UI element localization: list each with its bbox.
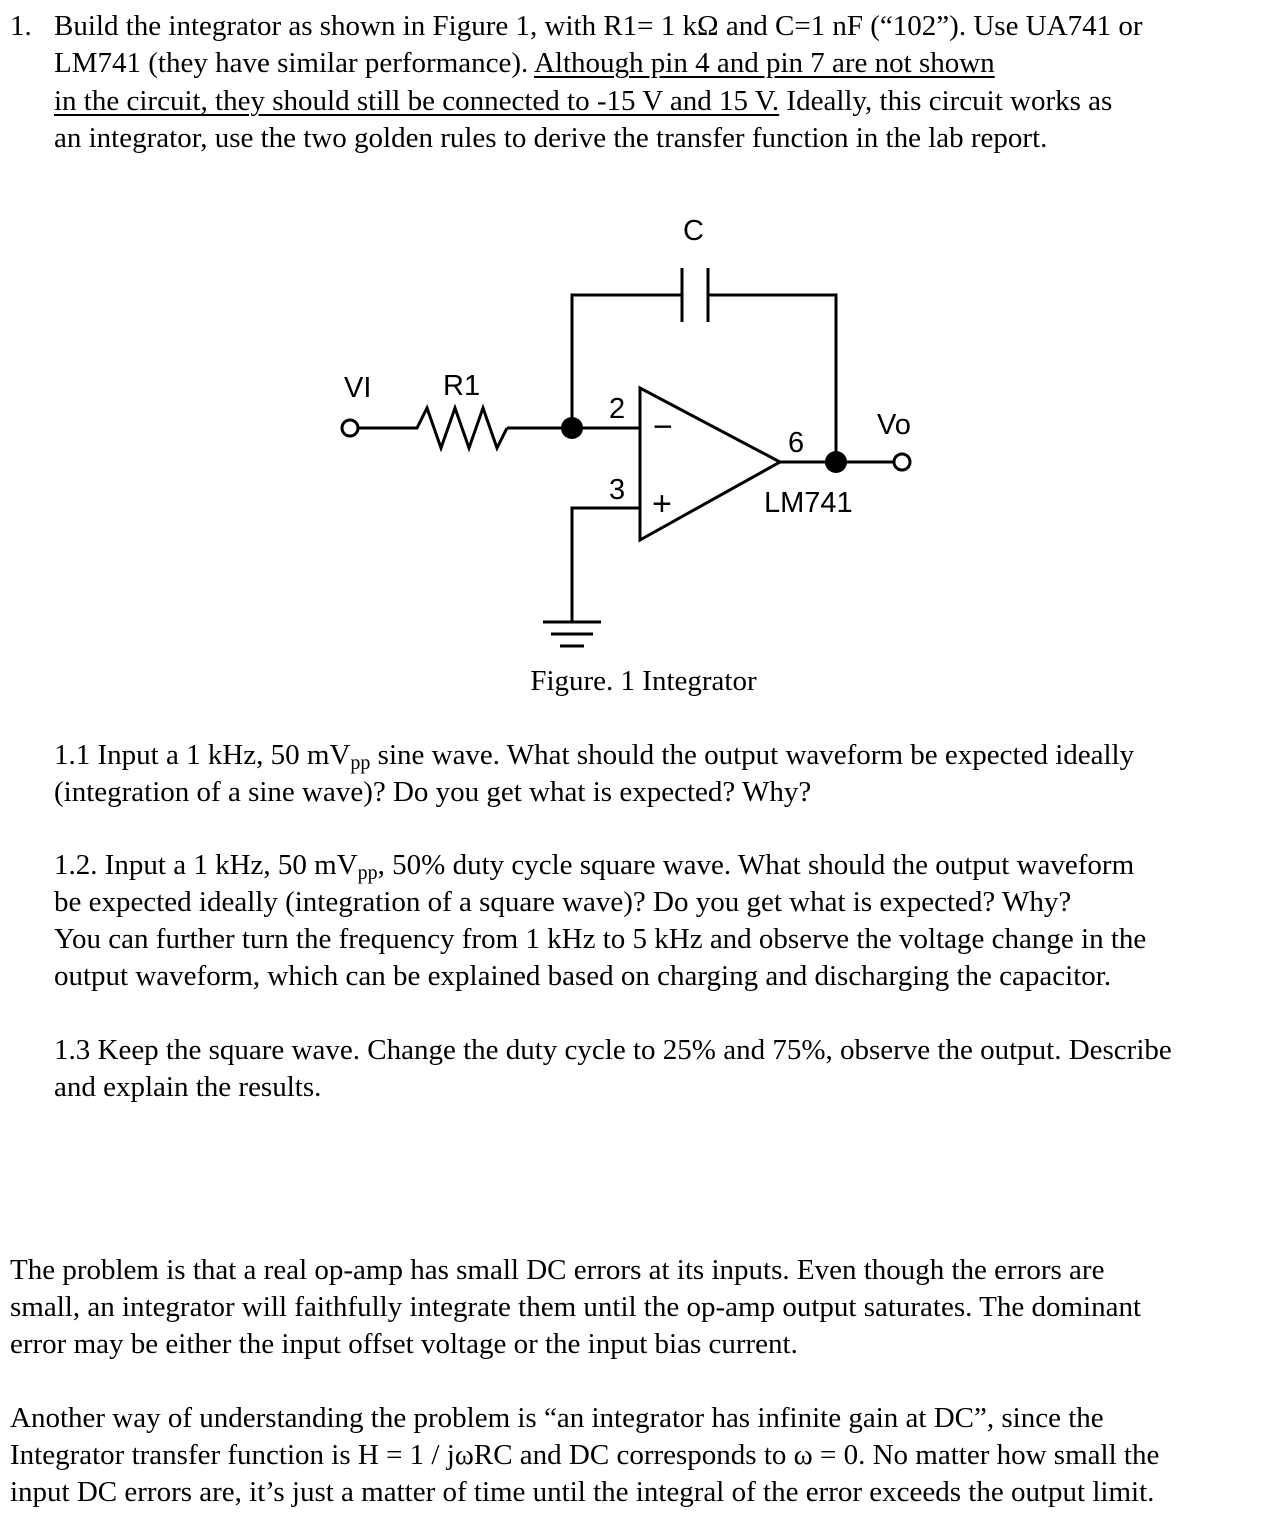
item1-line2-underlined: Although pin 4 and pin 7 are not shown: [533, 47, 995, 79]
feedback-wire-right: [708, 295, 836, 462]
item1-line4: an integrator, use the two golden rules to derive the transfer function in the lab report.: [54, 122, 1048, 154]
resistor-label: R1: [443, 370, 481, 402]
resistor-r1: [400, 408, 507, 448]
input-terminal: [342, 420, 358, 436]
q1-2-line2: be expected ideally (integration of a square wave)? Do you get what is expected? Why?: [54, 886, 1072, 918]
inverting-sign: −: [653, 408, 673, 446]
para1-line1: The problem is that a real op-amp has small DC errors at its inputs. Even though the errors are: [10, 1254, 1105, 1286]
item1-line2-plain: LM741 (they have similar performance).: [54, 47, 534, 79]
item1-line2: [10, 45, 1285, 82]
para2-line1: Another way of understanding the problem is “an integrator has infinite gain at DC”, since the: [10, 1402, 1104, 1434]
output-label: Vo: [877, 409, 911, 441]
integrator-circuit-diagram: [300, 200, 960, 660]
q1-3-line1: 1.3 Keep the square wave. Change the duty cycle to 25% and 75%, observe the output. Describe: [54, 1034, 1172, 1066]
q1-2-line1-b: , 50% duty cycle square wave. What should the output waveform: [377, 849, 1135, 881]
pin-3-label: 3: [609, 474, 626, 506]
noninverting-sign: +: [652, 485, 672, 523]
input-label: VI: [344, 372, 372, 404]
pin-2-label: 2: [609, 393, 626, 425]
q1-1-line1: [10, 737, 1285, 774]
output-terminal: [894, 454, 910, 470]
opamp-label: LM741: [764, 487, 853, 519]
q1-2-line1: [10, 847, 1285, 884]
para1-line2: small, an integrator will faithfully integrate them until the op-amp output saturates. The dominant: [10, 1291, 1141, 1323]
inverting-node-dot: [561, 417, 583, 439]
item1-line3-underlined: in the circuit, they should still be connected to -15 V and 15 V.: [54, 85, 780, 117]
q1-2-line1-a: 1.2. Input a 1 kHz, 50 mV: [54, 849, 358, 881]
q1-1-subscript: pp: [350, 752, 371, 774]
para2-line3: input DC errors are, it’s just a matter of time until the integral of the error exceeds the output limit.: [10, 1476, 1155, 1508]
item1-line1: Build the integrator as shown in Figure 1, with R1= 1 kΩ and C=1 nF (“102”). Use UA741 or: [54, 10, 1143, 42]
para1-line3: error may be either the input offset voltage or the input bias current.: [10, 1328, 798, 1360]
q1-1-line1-b: sine wave. What should the output waveform be expected ideally: [370, 739, 1135, 771]
q1-2-line3: You can further turn the frequency from 1 kHz to 5 kHz and observe the voltage change in the: [54, 923, 1147, 955]
item1-line3-plain: Ideally, this circuit works as: [779, 85, 1113, 117]
q1-3-line2: and explain the results.: [54, 1071, 322, 1103]
circuit-wires: [358, 268, 895, 646]
q1-2-line4: output waveform, which can be explained based on charging and discharging the capacitor.: [54, 960, 1112, 992]
figure-caption: Figure. 1 Integrator: [530, 665, 757, 697]
para2-line2: Integrator transfer function is H = 1 / jωRC and DC corresponds to ω = 0. No matter how small the: [10, 1439, 1160, 1471]
output-node-dot: [825, 451, 847, 473]
item-number: 1.: [10, 10, 32, 42]
q1-1-line1-a: 1.1 Input a 1 kHz, 50 mV: [54, 739, 351, 771]
q1-1-line2: (integration of a sine wave)? Do you get what is expected? Why?: [54, 776, 812, 808]
item1-line3: [10, 83, 1285, 120]
q1-2-subscript: pp: [357, 862, 378, 884]
noninverting-ground-wire: [572, 508, 640, 622]
capacitor-label: C: [683, 215, 704, 247]
pin-6-label: 6: [788, 427, 805, 459]
